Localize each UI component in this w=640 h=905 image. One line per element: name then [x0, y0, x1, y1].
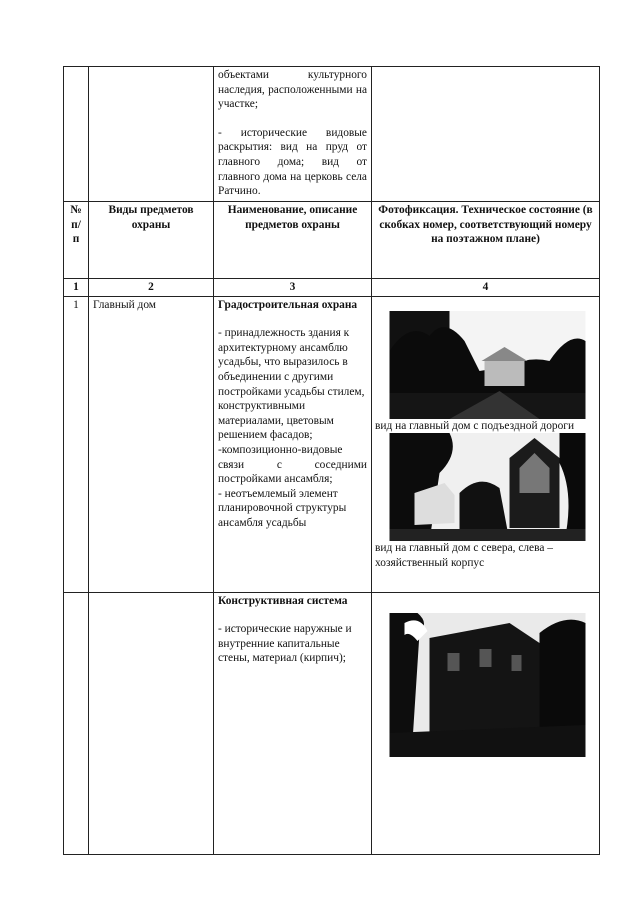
photo-cell: [372, 296, 600, 592]
table-row: [64, 67, 600, 202]
section-heading: Градостроительная охрана: [218, 298, 358, 311]
photo-driveway-view: [377, 311, 598, 419]
header-num: № п/п: [64, 202, 89, 279]
row-number: 1: [64, 296, 89, 592]
photo-caption: вид на главный дом с севера, слева – хозяйственный корпус: [375, 542, 553, 569]
photo-caption: вид на главный дом с подъездной дороги: [375, 419, 575, 432]
description-cell: Конструктивная система - исторические наружные и внутренние капитальные стены, материал (кирпич);: [214, 592, 372, 854]
protection-type: Главный дом: [89, 296, 214, 592]
header-description: Наименование, описание предметов охраны: [214, 202, 372, 279]
photo-cell: [372, 592, 600, 854]
protection-table: [63, 66, 600, 855]
header-row: [64, 202, 600, 279]
header-photo: Фотофиксация. Техническое состояние (в скобках номер, соответствующий номеру на поэтажном плане): [372, 202, 600, 279]
header-type: Виды предметов охраны: [89, 202, 214, 279]
description-cell: Градостроительная охрана - принадлежность здания к архитектурному ансамблю усадьбы, что выразилось в объединении с другими постройками усадьбы стилем, конструктивными материалами, цветовым решением фасадов; -композиционно-видовые связи с соседними постройками ансамбля; - неотъемлемый элемент планировочной структуры ансамбля усадьбы: [214, 296, 372, 592]
photo-ruined-building: [377, 613, 598, 757]
photo-north-view: [377, 433, 598, 541]
description-cell: объектами культурного наследия, расположенными на участке; - исторические видовые раскрытия: вид на пруд от главного дома; вид от главного дома на церковь села Ратчино.: [214, 67, 372, 202]
table-row: [64, 296, 600, 592]
section-heading: Конструктивная система: [218, 594, 348, 607]
column-numbers-row: 1 2 3 4: [64, 279, 600, 297]
table-row: [64, 592, 600, 854]
